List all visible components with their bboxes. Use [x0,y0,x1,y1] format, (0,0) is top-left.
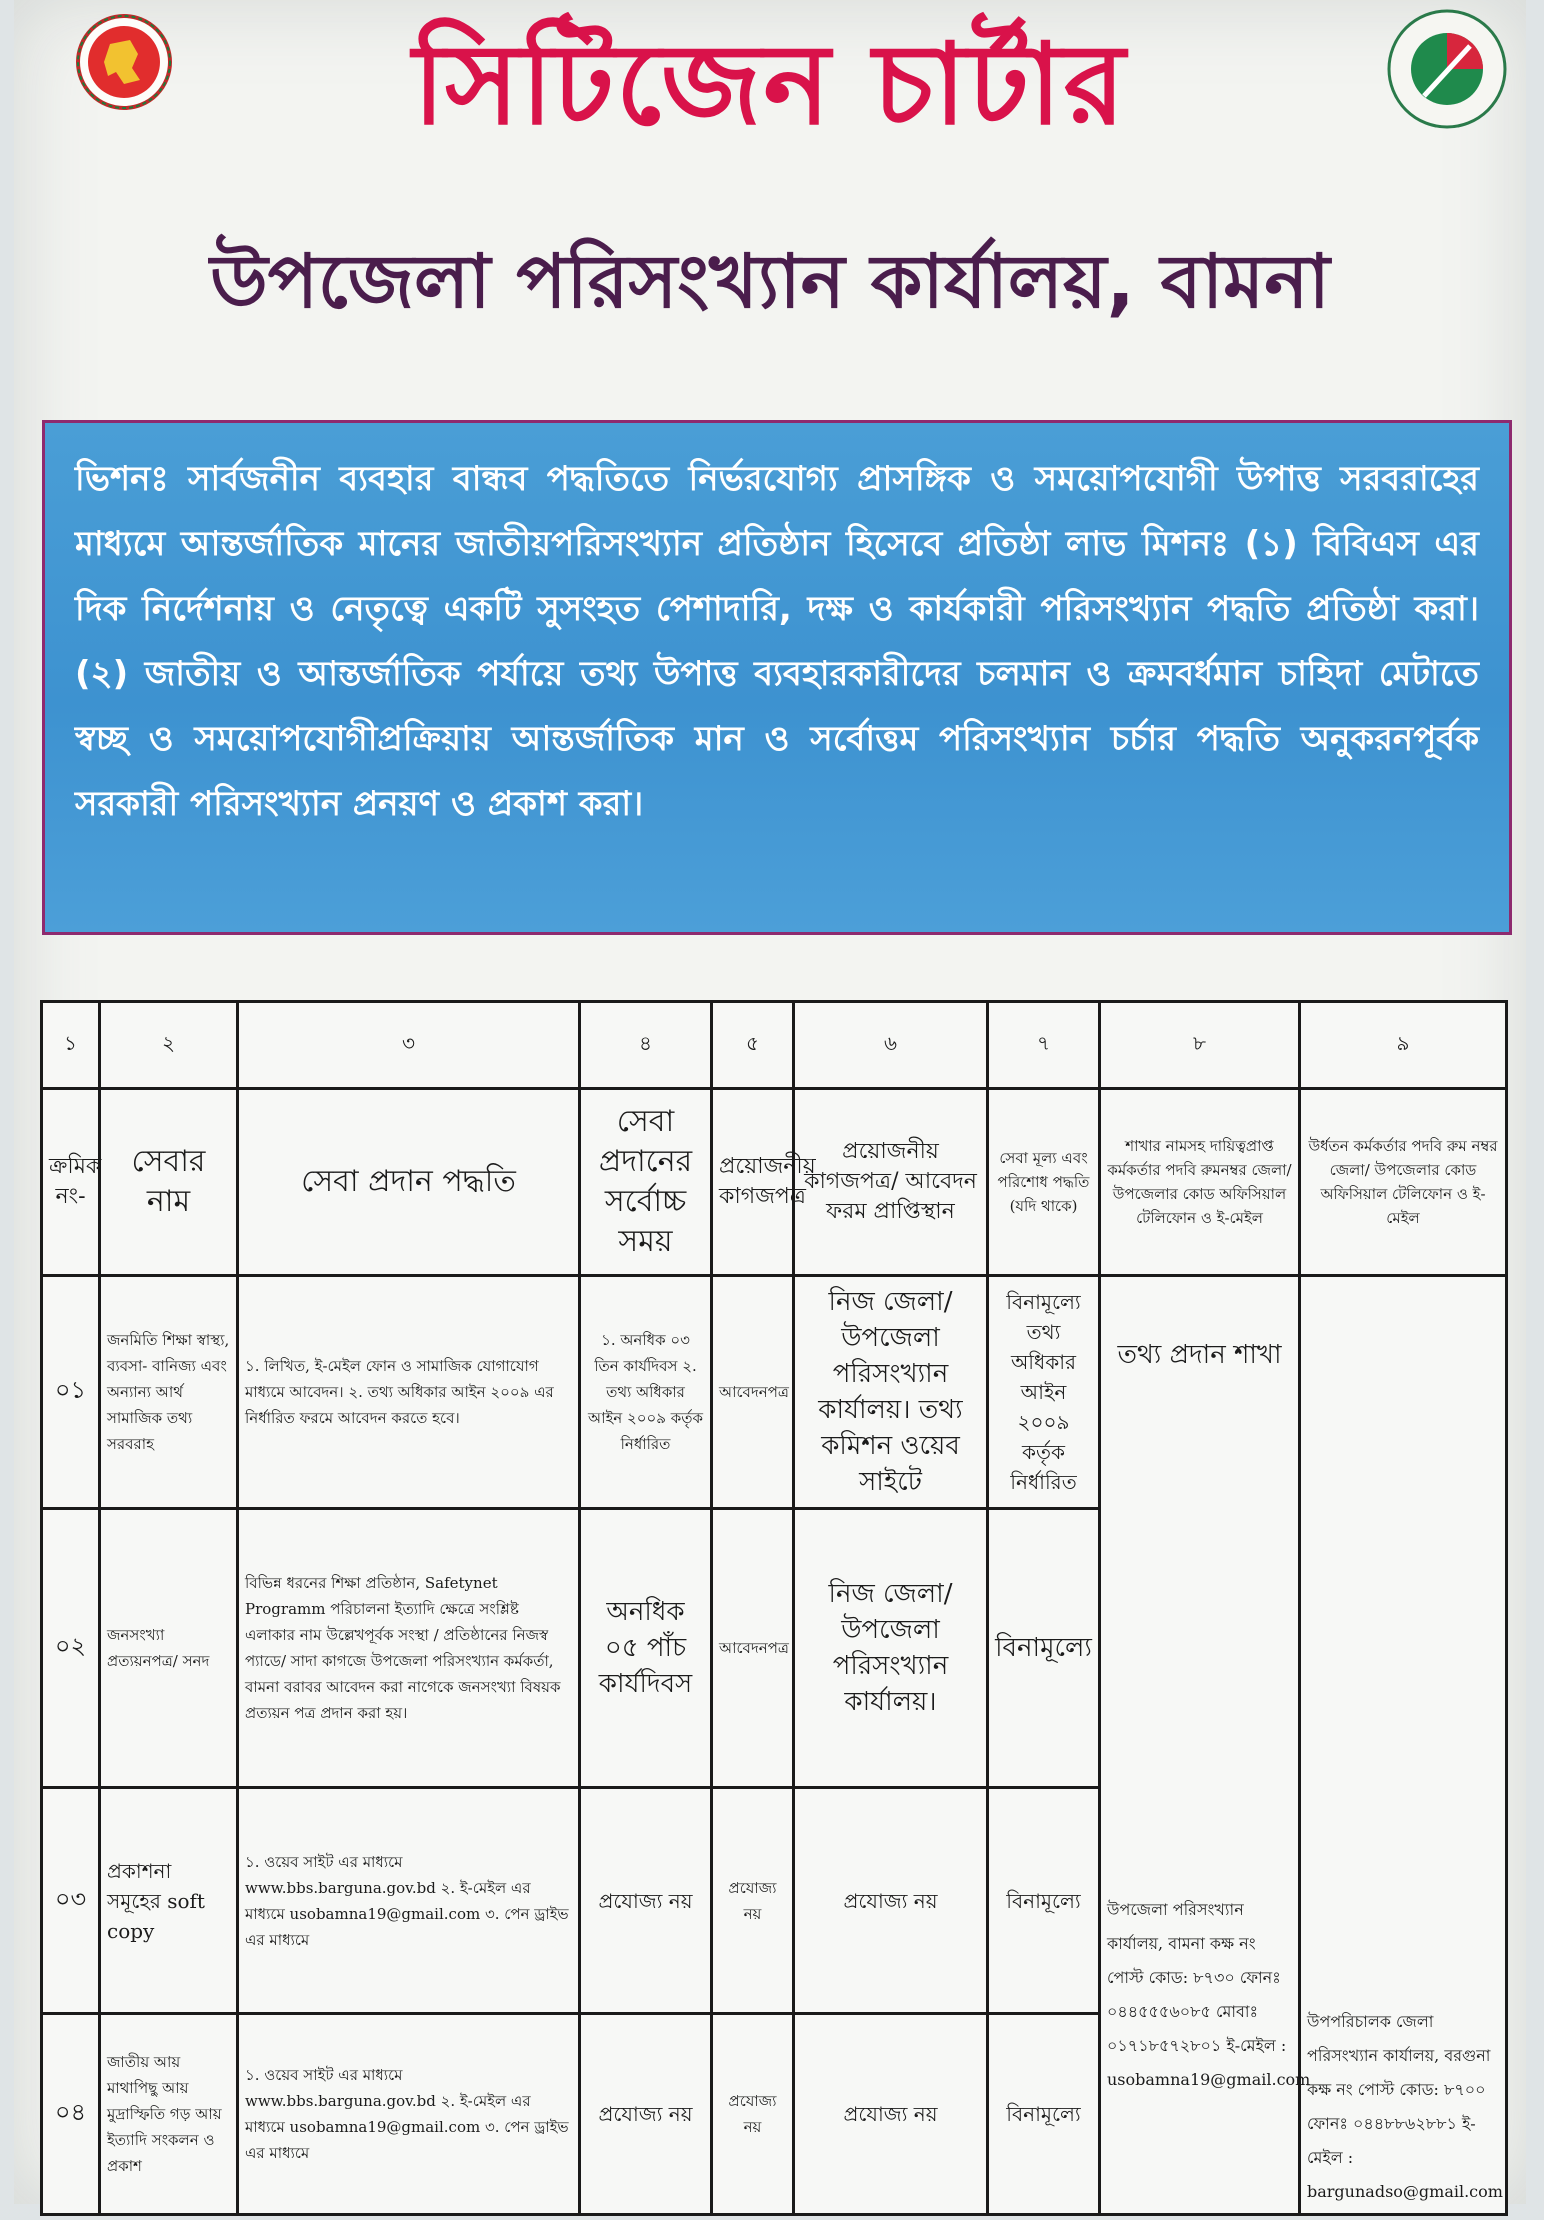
officer-contact: উপজেলা পরিসংখ্যান কার্যালয়, বামনা কক্ষ নং পোস্ট কোড: ৮৭৩০ ফোনঃ ০৪৪৫৫৫৬০৮৫ মোবাঃ ০১৭১৮৫৭২৮০১ ই-মেইল : usobamna19@gmail.com [1107,1900,1311,2089]
senior-officer-cell [1300,1276,1507,2215]
column-number: ২ [100,1002,238,1089]
row-method: বিভিন্ন ধরনের শিক্ষা প্রতিষ্ঠান, Safetynet Programm পরিচালনা ইত্যাদি ক্ষেত্রে সংশ্লিষ্ট এলাকার নাম উল্লেখপূর্বক সংস্থা / প্রতিষ্ঠানের নিজস্ব প্যাডে/ সাদা কাগজে উপজেলা পরিসংখ্যান কর্মকর্তা, বামনা বরাবর আবেদন করা নাগেকে জনসংখ্যা বিষয়ক প্রত্যয়ন পত্র প্রদান করা হয়। [238,1509,580,1788]
row-place: প্রযোজ্য নয় [794,2014,988,2215]
header-row [42,1089,1507,1276]
row-time: ১. অনধিক ০৩ তিন কার্যদিবস ২. তথ্য অধিকার আইন ২০০৯ কর্তৃক নির্ধারিত [580,1276,712,1509]
row-place: নিজ জেলা/ উপজেলা পরিসংখ্যান কার্যালয়। তথ্য কমিশন ওয়েব সাইটে [794,1276,988,1509]
row-fee: বিনামূল্যে তথ্য অধিকার আইন ২০০৯ কর্তৃক নির্ধারিত [988,1276,1100,1509]
row-fee: বিনামূল্যে [988,1509,1100,1788]
office-name: উপজেলা পরিসংখ্যান কার্যালয়, বামনা [210,239,1330,325]
row-documents: আবেদনপত্র [712,1276,794,1509]
column-number: ৪ [580,1002,712,1089]
column-number: ৬ [794,1002,988,1089]
header-service-method: সেবা প্রদান পদ্ধতি [238,1089,580,1276]
row-serial: ০৪ [42,2014,100,2215]
table-row [42,1276,1507,1509]
header-serial: ক্রমিক নং- [42,1089,100,1276]
row-fee: বিনামূল্যে [988,2014,1100,2215]
vision-mission-text: ভিশনঃ সার্বজনীন ব্যবহার বান্ধব পদ্ধতিতে নির্ভরযোগ্য প্রাসঙ্গিক ও সময়োপযোগী উপাত্ত সরবরাহের মাধ্যমে আন্তর্জাতিক মানের জাতীয়পরিসংখ্যান প্রতিষ্ঠান হিসেবে প্রতিষ্ঠা লাভ মিশনঃ (১) বিবিএস এর দিক নির্দেশনায় ও নেতৃত্বে একটি সুসংহত পেশাদারি, দক্ষ ও কার্যকারী পরিসংখ্যান পদ্ধতি প্রতিষ্ঠা করা। (২) জাতীয় ও আন্তর্জাতিক পর্যায়ে তথ্য উপাত্ত ব্যবহারকারীদের চলমান ও ক্রমবর্ধমান চাহিদা মেটাতে স্বচ্ছ ও সময়োপযোগীপ্রক্রিয়ায় আন্তর্জাতিক মান ও সর্বোত্তম পরিসংখ্যান চর্চার পদ্ধতি অনুকরনপূর্বক সরকারী পরিসংখ্যান প্রনয়ণ ও প্রকাশ করা। [75,459,1479,824]
header-senior-officer: উর্ধতন কর্মকর্তার পদবি রুম নম্বর জেলা/ উপজেলার কোড অফিসিয়াল টেলিফোন ও ই-মেইল [1300,1089,1507,1276]
row-service: জাতীয় আয় মাথাপিছু আয় মুদ্রাস্ফিতি গড় আয় ইত্যাদি সংকলন ও প্রকাশ [100,2014,238,2215]
vision-mission-box [42,420,1512,935]
row-serial: ০২ [42,1509,100,1788]
row-serial: ০১ [42,1276,100,1509]
row-service: জনমিতি শিক্ষা স্বাস্থ্য, ব্যবসা- বানিজ্য এবং অন্যান্য আর্থ সামাজিক তথ্য সরবরাহ [100,1276,238,1509]
senior-contact: উপপরিচালক জেলা পরিসংখ্যান কার্যালয়, বরগুনা কক্ষ নং পোস্ট কোড: ৮৭০০ ফোনঃ ০৪৪৮৮৬২৮৮১ ই-মেইল : bargunadso@gmail.com [1307,2012,1503,2201]
column-number: ৫ [712,1002,794,1089]
header-service-name: সেবার নাম [100,1089,238,1276]
header-documents: প্রয়োজনীয় কাগজপত্র [712,1089,794,1276]
row-method: ১. লিখিত, ই-মেইল ফোন ও সামাজিক যোগাযোগ মাধ্যমে আবেদন। ২. তথ্য অধিকার আইন ২০০৯ এর নির্ধারিত ফরমে আবেদন করতে হবে। [238,1276,580,1509]
row-method: ১. ওয়েব সাইট এর মাধ্যমে www.bbs.barguna.gov.bd ২. ই-মেইল এর মাধ্যমে usobamna19@gmail.com ৩. পেন ড্রাইভ এর মাধ্যমে [238,1788,580,2014]
page-title: সিটিজেন চার্টার [412,20,1128,150]
row-place: প্রযোজ্য নয় [794,1788,988,2014]
row-method: ১. ওয়েব সাইট এর মাধ্যমে www.bbs.barguna.gov.bd ২. ই-মেইল এর মাধ্যমে usobamna19@gmail.com ৩. পেন ড্রাইভ এর মাধ্যমে [238,2014,580,2215]
column-number-row [42,1002,1507,1089]
row-documents: প্রযোজ্য নয় [712,1788,794,2014]
column-number: ৩ [238,1002,580,1089]
header-form-place: প্রয়োজনীয় কাগজপত্র/ আবেদন ফরম প্রাপ্তিস্থান [794,1089,988,1276]
column-number: ৮ [1100,1002,1300,1089]
header-officer: শাখার নামসহ দায়িত্বপ্রাপ্ত কর্মকর্তার পদবি রুমনম্বর জেলা/ উপজেলার কোড অফিসিয়াল টেলিফোন ও ই-মেইল [1100,1089,1300,1276]
row-time: অনধিক ০৫ পাঁচ কার্যদিবস [580,1509,712,1788]
row-service: জনসংখ্যা প্রত্যয়নপত্র/ সনদ [100,1509,238,1788]
row-place: নিজ জেলা/ উপজেলা পরিসংখ্যান কার্যালয়। [794,1509,988,1788]
citizen-charter-table [40,1000,1508,2216]
row-fee: বিনামূল্যে [988,1788,1100,2014]
header-fee: সেবা মূল্য এবং পরিশোধ পদ্ধতি (যদি থাকে) [988,1089,1100,1276]
column-number: ১ [42,1002,100,1089]
row-service: প্রকাশনা সমূহের soft copy [100,1788,238,2014]
officer-cell [1100,1276,1311,2215]
row-time: প্রযোজ্য নয় [580,2014,712,2215]
row-time: প্রযোজ্য নয় [580,1788,712,2014]
column-number: ৯ [1300,1002,1507,1089]
branch-name: তথ্য প্রদান শাখা [1117,1340,1282,1370]
row-documents: প্রযোজ্য নয় [712,2014,794,2215]
column-number: ৭ [988,1002,1100,1089]
row-serial: ০৩ [42,1788,100,2014]
header-max-time: সেবা প্রদানের সর্বোচ্চ সময় [580,1089,712,1276]
row-documents: আবেদনপত্র [712,1509,794,1788]
